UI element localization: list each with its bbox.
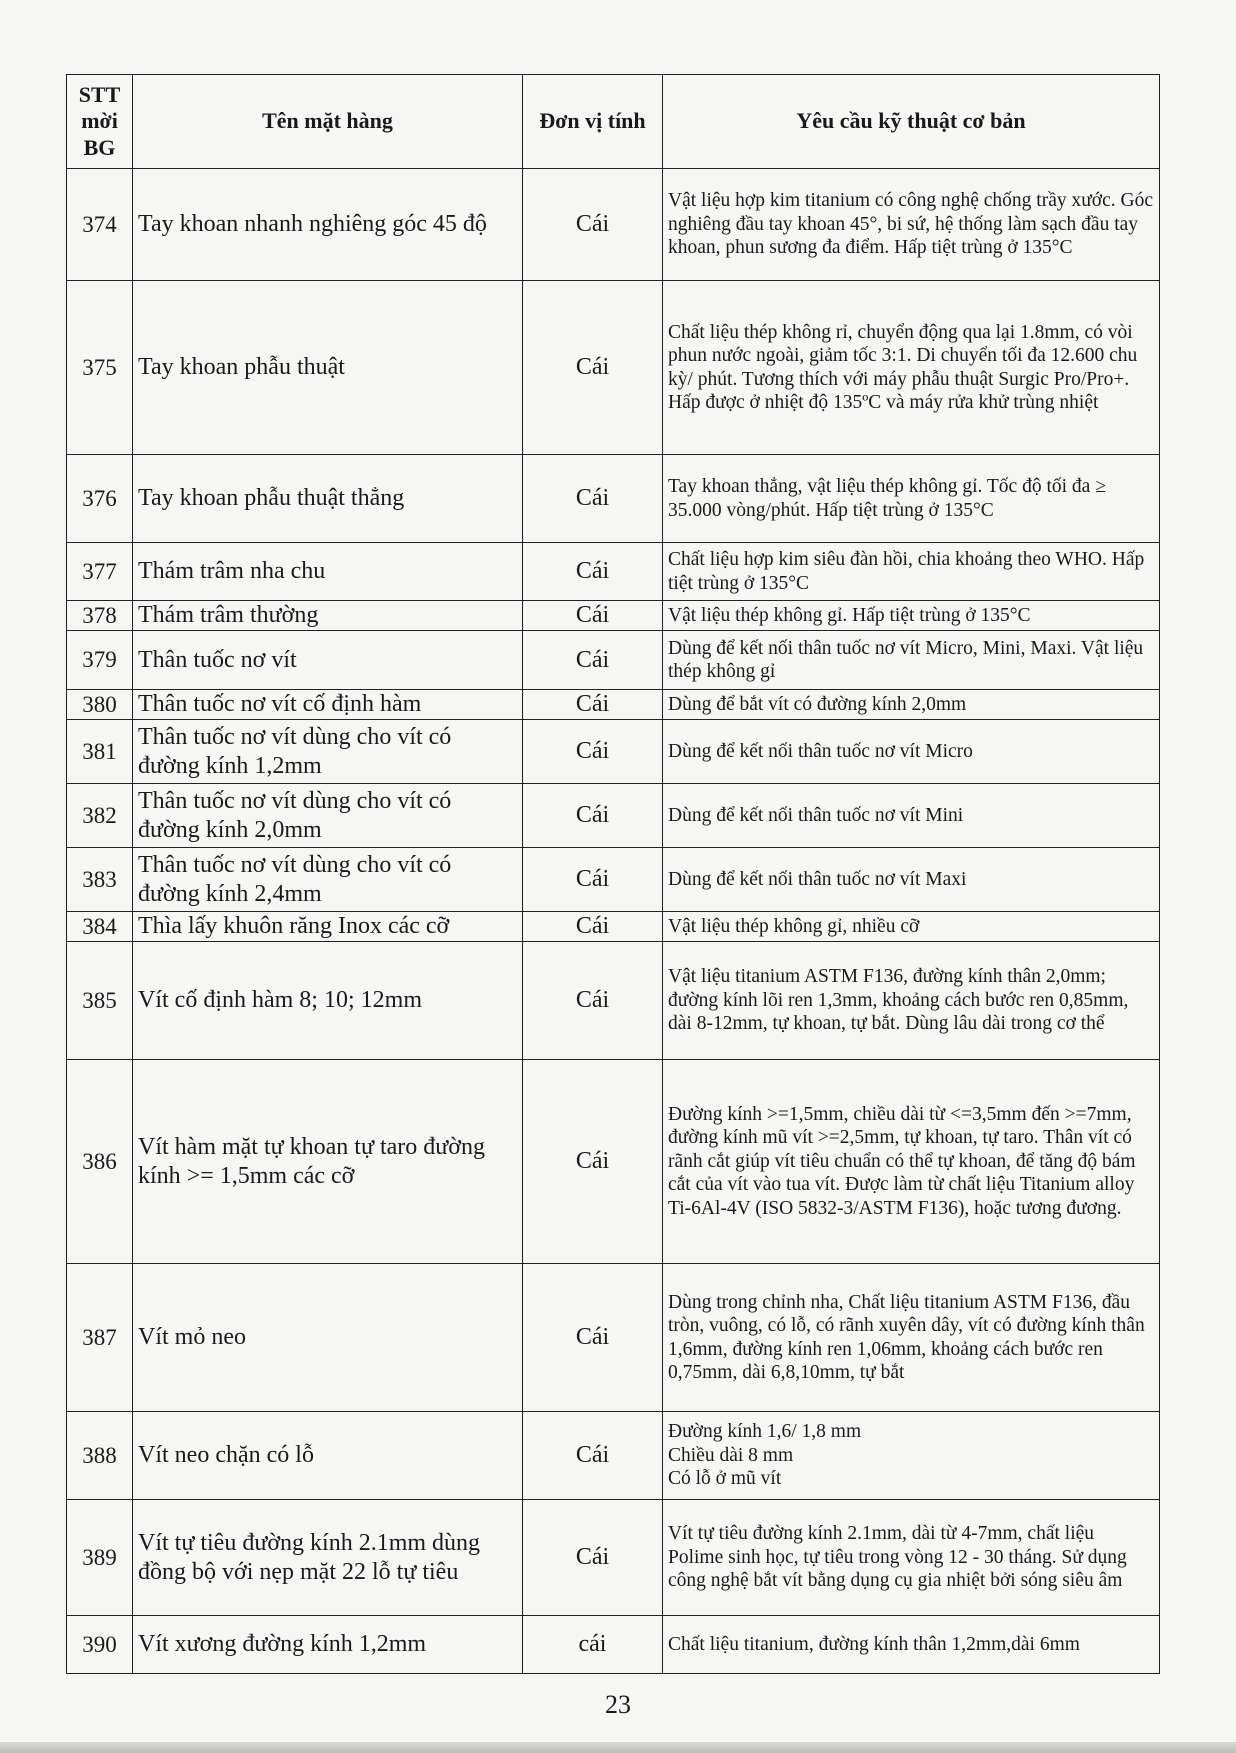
table-row — [67, 942, 1160, 1060]
row-name: Vít mỏ neo — [133, 1264, 523, 1412]
row-unit: Cái — [523, 784, 663, 848]
row-stt: 389 — [67, 1500, 133, 1616]
row-stt: 378 — [67, 601, 133, 631]
row-stt: 376 — [67, 455, 133, 543]
header-name: Tên mặt hàng — [133, 75, 523, 169]
row-unit: Cái — [523, 601, 663, 631]
row-spec: Đường kính 1,6/ 1,8 mm Chiều dài 8 mm Có lỗ ở mũ vít — [663, 1412, 1160, 1500]
table-row — [67, 631, 1160, 690]
table-row — [67, 848, 1160, 912]
header-stt: STT mời BG — [67, 75, 133, 169]
row-unit: Cái — [523, 281, 663, 455]
row-name: Thân tuốc nơ vít cố định hàm — [133, 690, 523, 720]
row-name: Thân tuốc nơ vít — [133, 631, 523, 690]
row-stt: 387 — [67, 1264, 133, 1412]
row-name: Vít cố định hàm 8; 10; 12mm — [133, 942, 523, 1060]
row-spec: Dùng để kết nối thân tuốc nơ vít Mini — [663, 784, 1160, 848]
row-spec: Dùng để kết nối thân tuốc nơ vít Micro, Mini, Maxi. Vật liệu thép không gỉ — [663, 631, 1160, 690]
row-name: Thám trâm thường — [133, 601, 523, 631]
table-row — [67, 1412, 1160, 1500]
table-row — [67, 1060, 1160, 1264]
row-spec: Vít tự tiêu đường kính 2.1mm, dài từ 4-7mm, chất liệu Polime sinh học, tự tiêu trong vòng 12 - 30 tháng. Sử dụng công nghệ bắt vít bằng dụng cụ gia nhiệt bởi sóng siêu âm — [663, 1500, 1160, 1616]
table-row — [67, 784, 1160, 848]
table-row — [67, 455, 1160, 543]
row-spec: Vật liệu hợp kim titanium có công nghệ chống trầy xước. Góc nghiêng đầu tay khoan 45°, bi sứ, hệ thống làm sạch đầu tay khoan, phun sương đa điểm. Hấp tiệt trùng ở 135°C — [663, 169, 1160, 281]
row-unit: Cái — [523, 848, 663, 912]
row-unit: Cái — [523, 1500, 663, 1616]
row-stt: 381 — [67, 720, 133, 784]
table-row — [67, 690, 1160, 720]
row-unit: Cái — [523, 455, 663, 543]
row-spec: Dùng trong chỉnh nha, Chất liệu titanium ASTM F136, đầu tròn, vuông, có lỗ, có rãnh xuyên dây, vít có đường kính thân 1,6mm, đường kính ren 1,06mm, khoảng cách bước ren 0,75mm, dài 6,8,10mm, tự bắt — [663, 1264, 1160, 1412]
row-unit: Cái — [523, 1412, 663, 1500]
page-number: 23 — [605, 1690, 631, 1719]
scan-bottom-edge — [0, 1742, 1236, 1753]
header-unit: Đơn vị tính — [523, 75, 663, 169]
table-row — [67, 1264, 1160, 1412]
row-name: Vít xương đường kính 1,2mm — [133, 1616, 523, 1674]
row-name: Thân tuốc nơ vít dùng cho vít có đường kính 1,2mm — [133, 720, 523, 784]
row-name: Vít neo chặn có lỗ — [133, 1412, 523, 1500]
row-spec: Chất liệu thép không rỉ, chuyển động qua lại 1.8mm, có vòi phun nước ngoài, giảm tốc 3:1. Di chuyển tối đa 12.600 chu kỳ/ phút. Tương thích với máy phẫu thuật Surgic Pro/Pro+. Hấp được ở nhiệt độ 135ºC và máy rửa khử trùng nhiệt — [663, 281, 1160, 455]
row-stt: 377 — [67, 543, 133, 601]
row-unit: Cái — [523, 169, 663, 281]
row-stt: 384 — [67, 912, 133, 942]
table-body — [67, 169, 1160, 1674]
row-spec: Vật liệu thép không gỉ, nhiều cỡ — [663, 912, 1160, 942]
row-name: Thân tuốc nơ vít dùng cho vít có đường kính 2,0mm — [133, 784, 523, 848]
row-stt: 383 — [67, 848, 133, 912]
row-stt: 385 — [67, 942, 133, 1060]
row-spec: Tay khoan thẳng, vật liệu thép không gỉ. Tốc độ tối đa ≥ 35.000 vòng/phút. Hấp tiệt trùng ở 135°C — [663, 455, 1160, 543]
row-name: Vít hàm mặt tự khoan tự taro đường kính >= 1,5mm các cỡ — [133, 1060, 523, 1264]
row-stt: 380 — [67, 690, 133, 720]
row-unit: Cái — [523, 631, 663, 690]
table-row — [67, 281, 1160, 455]
row-spec: Dùng để kết nối thân tuốc nơ vít Micro — [663, 720, 1160, 784]
row-name: Thám trâm nha chu — [133, 543, 523, 601]
row-name: Tay khoan phẫu thuật thẳng — [133, 455, 523, 543]
row-name: Tay khoan nhanh nghiêng góc 45 độ — [133, 169, 523, 281]
table-row — [67, 601, 1160, 631]
table-row — [67, 912, 1160, 942]
row-unit: Cái — [523, 690, 663, 720]
row-spec: Chất liệu hợp kim siêu đàn hồi, chia khoảng theo WHO. Hấp tiệt trùng ở 135°C — [663, 543, 1160, 601]
table-row — [67, 1616, 1160, 1674]
row-unit: Cái — [523, 1264, 663, 1412]
table-row — [67, 720, 1160, 784]
header-spec: Yêu cầu kỹ thuật cơ bản — [663, 75, 1160, 169]
table-row — [67, 543, 1160, 601]
row-unit: Cái — [523, 912, 663, 942]
row-unit: Cái — [523, 942, 663, 1060]
row-stt: 375 — [67, 281, 133, 455]
row-stt: 374 — [67, 169, 133, 281]
row-unit: Cái — [523, 720, 663, 784]
row-name: Vít tự tiêu đường kính 2.1mm dùng đồng bộ với nẹp mặt 22 lỗ tự tiêu — [133, 1500, 523, 1616]
row-stt: 388 — [67, 1412, 133, 1500]
row-stt: 390 — [67, 1616, 133, 1674]
row-name: Thìa lấy khuôn răng Inox các cỡ — [133, 912, 523, 942]
row-spec: Dùng để kết nối thân tuốc nơ vít Maxi — [663, 848, 1160, 912]
table-row — [67, 1500, 1160, 1616]
row-spec: Vật liệu thép không gỉ. Hấp tiệt trùng ở 135°C — [663, 601, 1160, 631]
row-unit: Cái — [523, 543, 663, 601]
items-table — [66, 74, 1160, 1674]
row-stt: 379 — [67, 631, 133, 690]
table-header-row — [67, 75, 1160, 169]
row-spec: Chất liệu titanium, đường kính thân 1,2mm,dài 6mm — [663, 1616, 1160, 1674]
table-row — [67, 169, 1160, 281]
row-unit: Cái — [523, 1060, 663, 1264]
row-unit: cái — [523, 1616, 663, 1674]
row-name: Tay khoan phẫu thuật — [133, 281, 523, 455]
row-spec: Dùng để bắt vít có đường kính 2,0mm — [663, 690, 1160, 720]
row-spec: Vật liệu titanium ASTM F136, đường kính thân 2,0mm; đường kính lõi ren 1,3mm, khoảng cách bước ren 0,85mm, dài 8-12mm, tự khoan, tự bắt. Dùng lâu dài trong cơ thể — [663, 942, 1160, 1060]
row-spec: Đường kính >=1,5mm, chiều dài từ <=3,5mm đến >=7mm, đường kính mũ vít >=2,5mm, tự khoan, tự taro. Thân vít có rãnh cắt giúp vít tiêu chuẩn có thể tự khoan, để tăng độ bám cắt của vít vào tua vít. Được làm từ chất liệu Titanium alloy Ti-6Al-4V (ISO 5832-3/ASTM F136), hoặc tương đương. — [663, 1060, 1160, 1264]
row-stt: 386 — [67, 1060, 133, 1264]
row-stt: 382 — [67, 784, 133, 848]
row-name: Thân tuốc nơ vít dùng cho vít có đường kính 2,4mm — [133, 848, 523, 912]
